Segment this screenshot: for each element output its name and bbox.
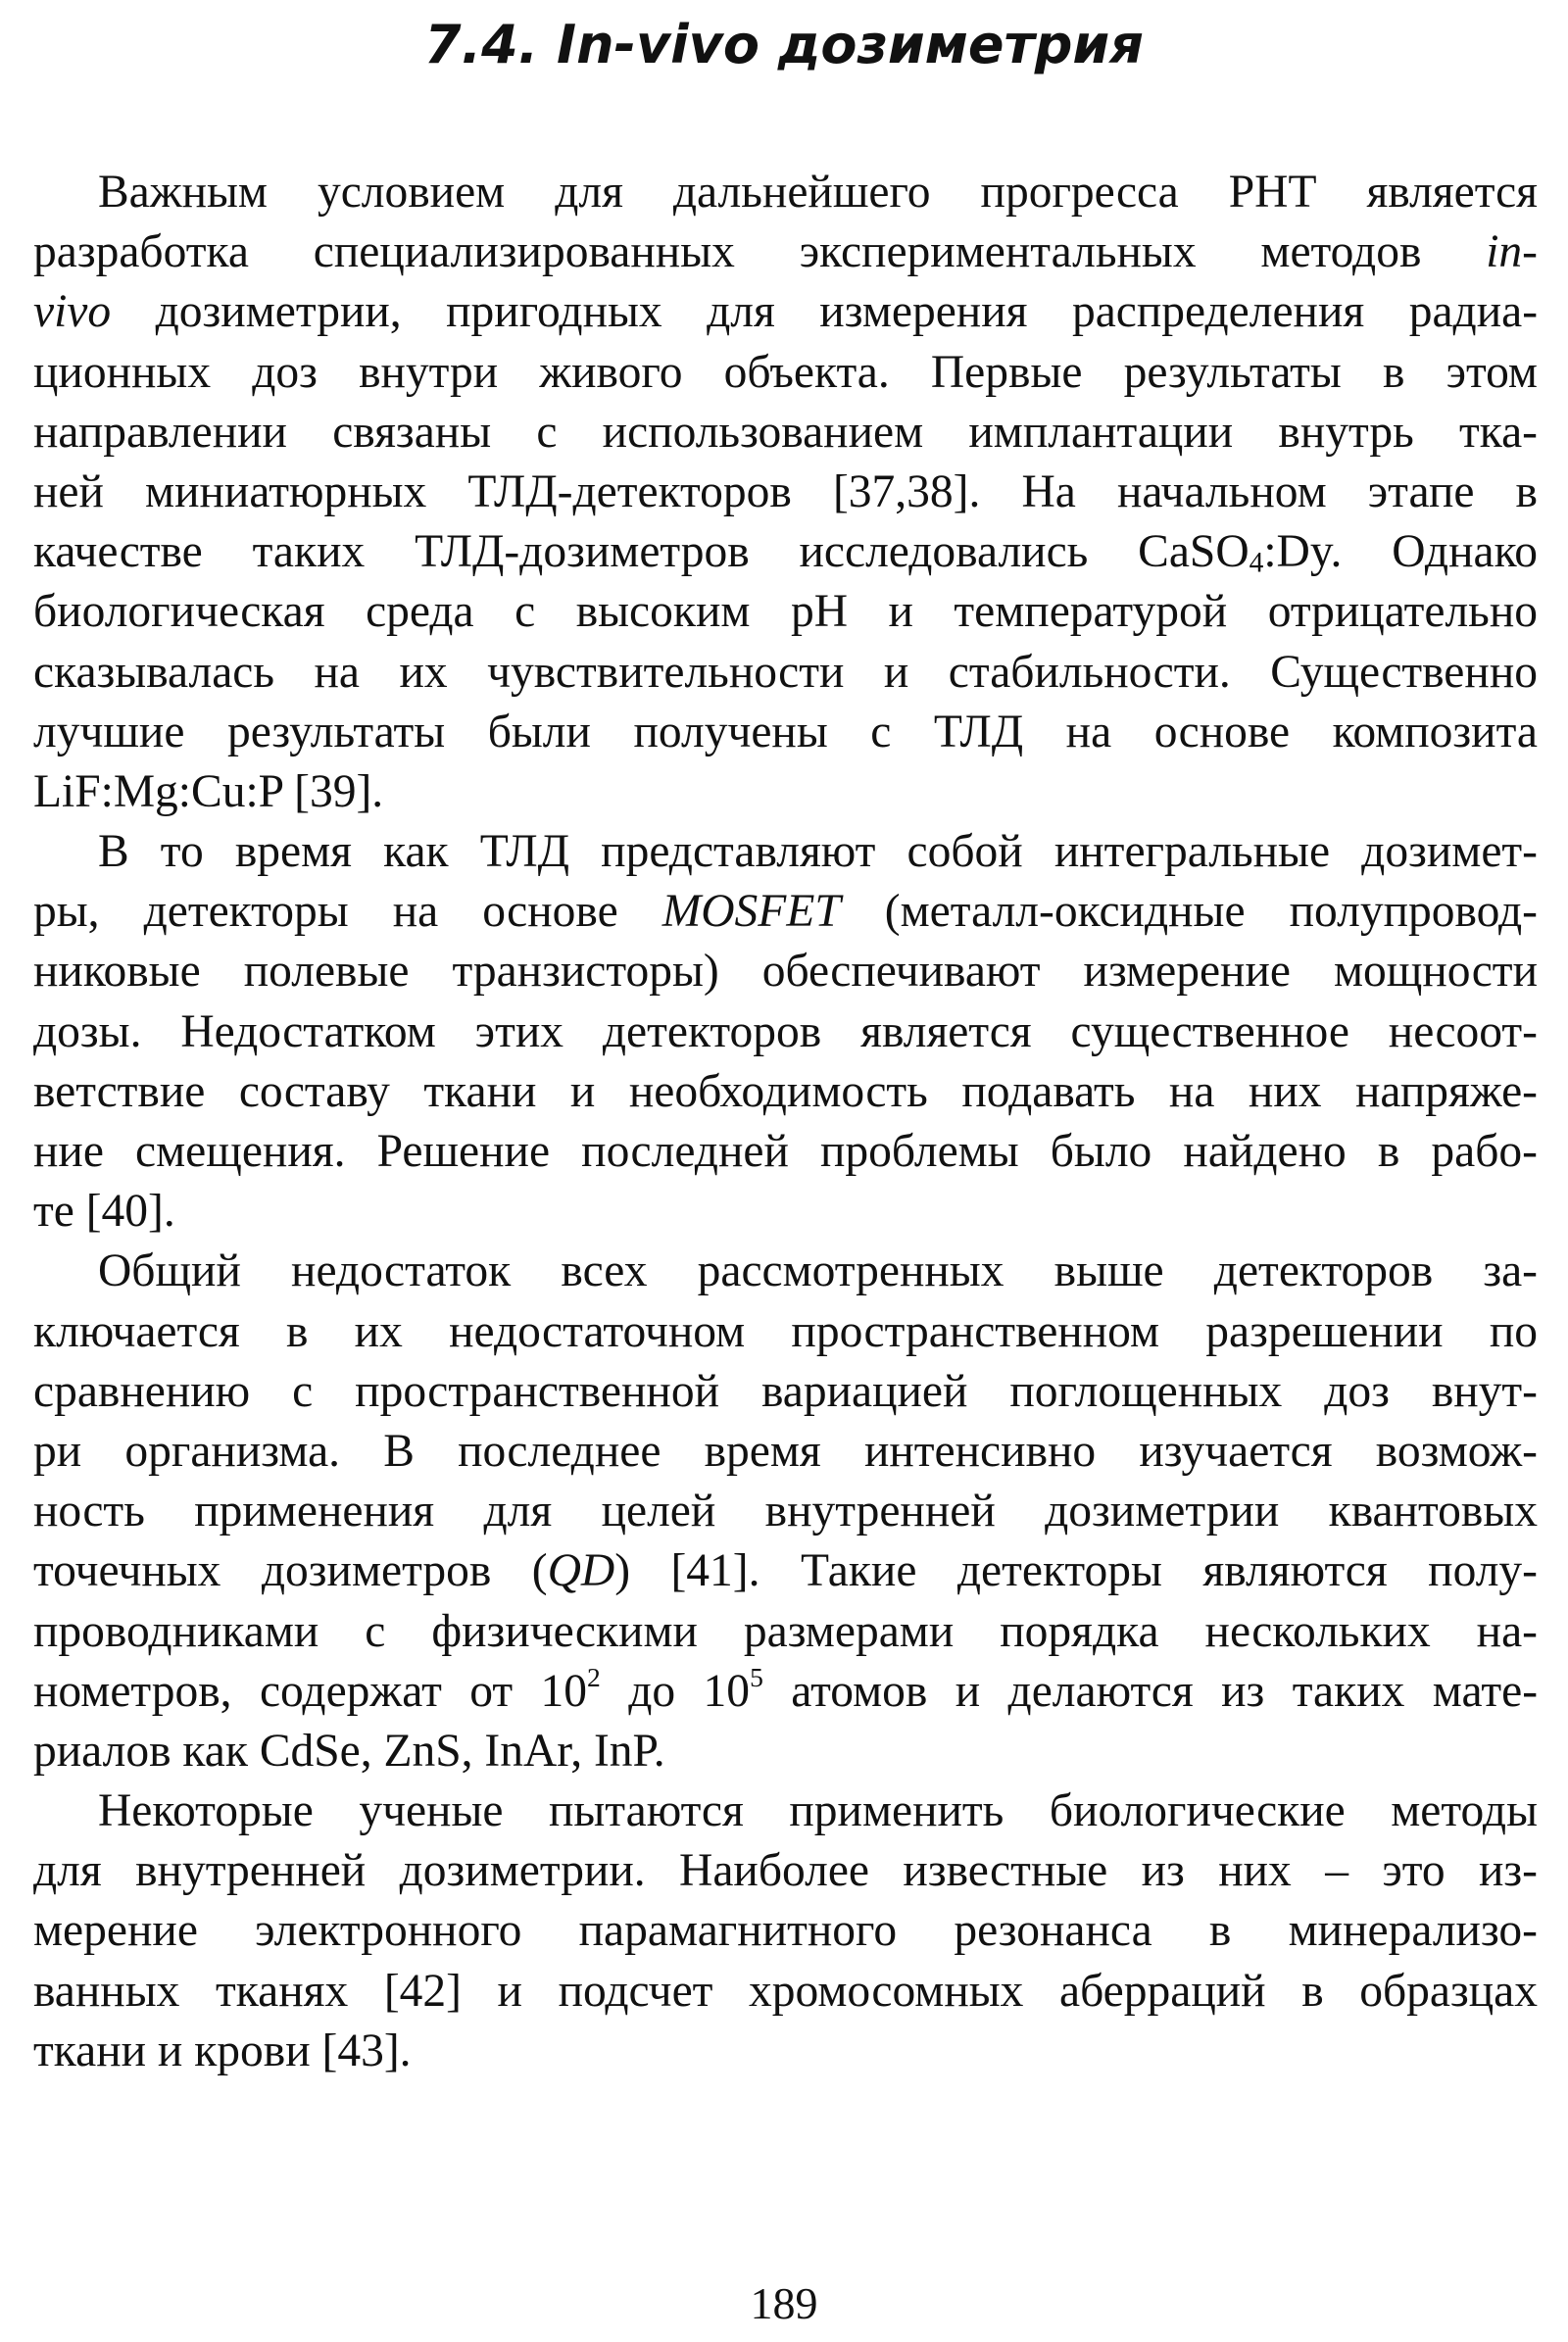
text-line: мерение электронного парамагнитного резонанса в минерализо-: [33, 1905, 1538, 1957]
text-line: ри организма. В последнее время интенсивно изучается возмож-: [33, 1425, 1538, 1477]
text-line: ры, детекторы на основе MOSFET (металл-оксидные полупровод-: [33, 886, 1538, 938]
text-line: точечных дозиметров (QD) [41]. Такие детекторы являются полу-: [33, 1545, 1538, 1597]
text-line: те [40].: [33, 1186, 175, 1238]
superscript: 5: [750, 1661, 763, 1692]
italic-term: vivo: [33, 286, 112, 338]
text-line: разработка специализированных экспериментальных методов in-: [33, 226, 1538, 278]
text-line: ние смещения. Решение последней проблемы было найдено в рабо-: [33, 1126, 1538, 1177]
subscript: 4: [1249, 547, 1264, 579]
text-line: ключается в их недостаточном пространственном разрешении по: [33, 1305, 1538, 1357]
paragraph-3: [33, 1242, 1538, 1781]
text-line: дозы. Недостатком этих детекторов является существенное несоот-: [33, 1005, 1538, 1057]
text-line: ционных доз внутри живого объекта. Первые результаты в этом: [33, 346, 1538, 398]
text-line: проводниками с физическими размерами порядка нескольких на-: [33, 1605, 1538, 1657]
text-line: Общий недостаток всех рассмотренных выше детекторов за-: [98, 1245, 1538, 1297]
superscript: 2: [587, 1661, 601, 1692]
italic-term: in-: [1486, 226, 1538, 278]
italic-term: MOSFET: [662, 886, 841, 938]
text-line: риалов как CdSe, ZnS, InAr, InP.: [33, 1725, 665, 1777]
text-line: ней миниатюрных ТЛД-детекторов [37,38]. На начальном этапе в: [33, 465, 1538, 517]
body-text: [33, 163, 1538, 2081]
italic-term: QD: [547, 1545, 615, 1597]
text-line: нометров, содержат от $10^2$ до $10^5$ атомов и делаются из таких мате-: [33, 1661, 1539, 1717]
paragraph-2: [33, 822, 1538, 1242]
text-line: качестве таких ТЛД-дозиметров исследовались CaSO$_4$:Dy. Однако: [33, 526, 1538, 579]
text-line: ванных тканях [42] и подсчет хромосомных аберраций в образцах: [33, 1965, 1538, 2017]
page-number: 189: [750, 2278, 818, 2328]
text-line: для внутренней дозиметрии. Наиболее известные из них – это из-: [33, 1845, 1538, 1897]
text-line: направлении связаны с использованием имплантации внутрь тка-: [33, 406, 1538, 458]
text-line: Важным условием для дальнейшего прогресса РНТ является: [98, 167, 1538, 218]
text-line: никовые полевые транзисторы) обеспечивают измерение мощности: [33, 946, 1538, 998]
text-line: сказывалась на их чувствительности и стабильности. Существенно: [33, 646, 1538, 698]
section-title: 7.4. In-vivo дозиметрия: [424, 14, 1144, 75]
text-line: ность применения для целей внутренней дозиметрии квантовых: [33, 1486, 1538, 1537]
text-line: лучшие результаты были получены с ТЛД на основе композита: [33, 706, 1538, 757]
text-line: В то время как ТЛД представляют собой интегральные дозимет-: [98, 826, 1538, 878]
text-line: ткани и крови [43].: [33, 2025, 412, 2076]
text-line: Некоторые ученые пытаются применить биологические методы: [98, 1785, 1538, 1837]
text-line: vivo дозиметрии, пригодных для измерения распределения радиа-: [33, 286, 1539, 338]
text-line: биологическая среда с высоким pH и температурой отрицательно: [33, 586, 1538, 638]
paragraph-1: [33, 163, 1538, 822]
text-line: сравнению с пространственной вариацией поглощенных доз внут-: [33, 1365, 1538, 1417]
text-line: LiF:Mg:Cu:P [39].: [33, 765, 384, 817]
paragraph-4: [33, 1781, 1538, 2081]
text-line: ветствие составу ткани и необходимость подавать на них напряже-: [33, 1065, 1538, 1117]
